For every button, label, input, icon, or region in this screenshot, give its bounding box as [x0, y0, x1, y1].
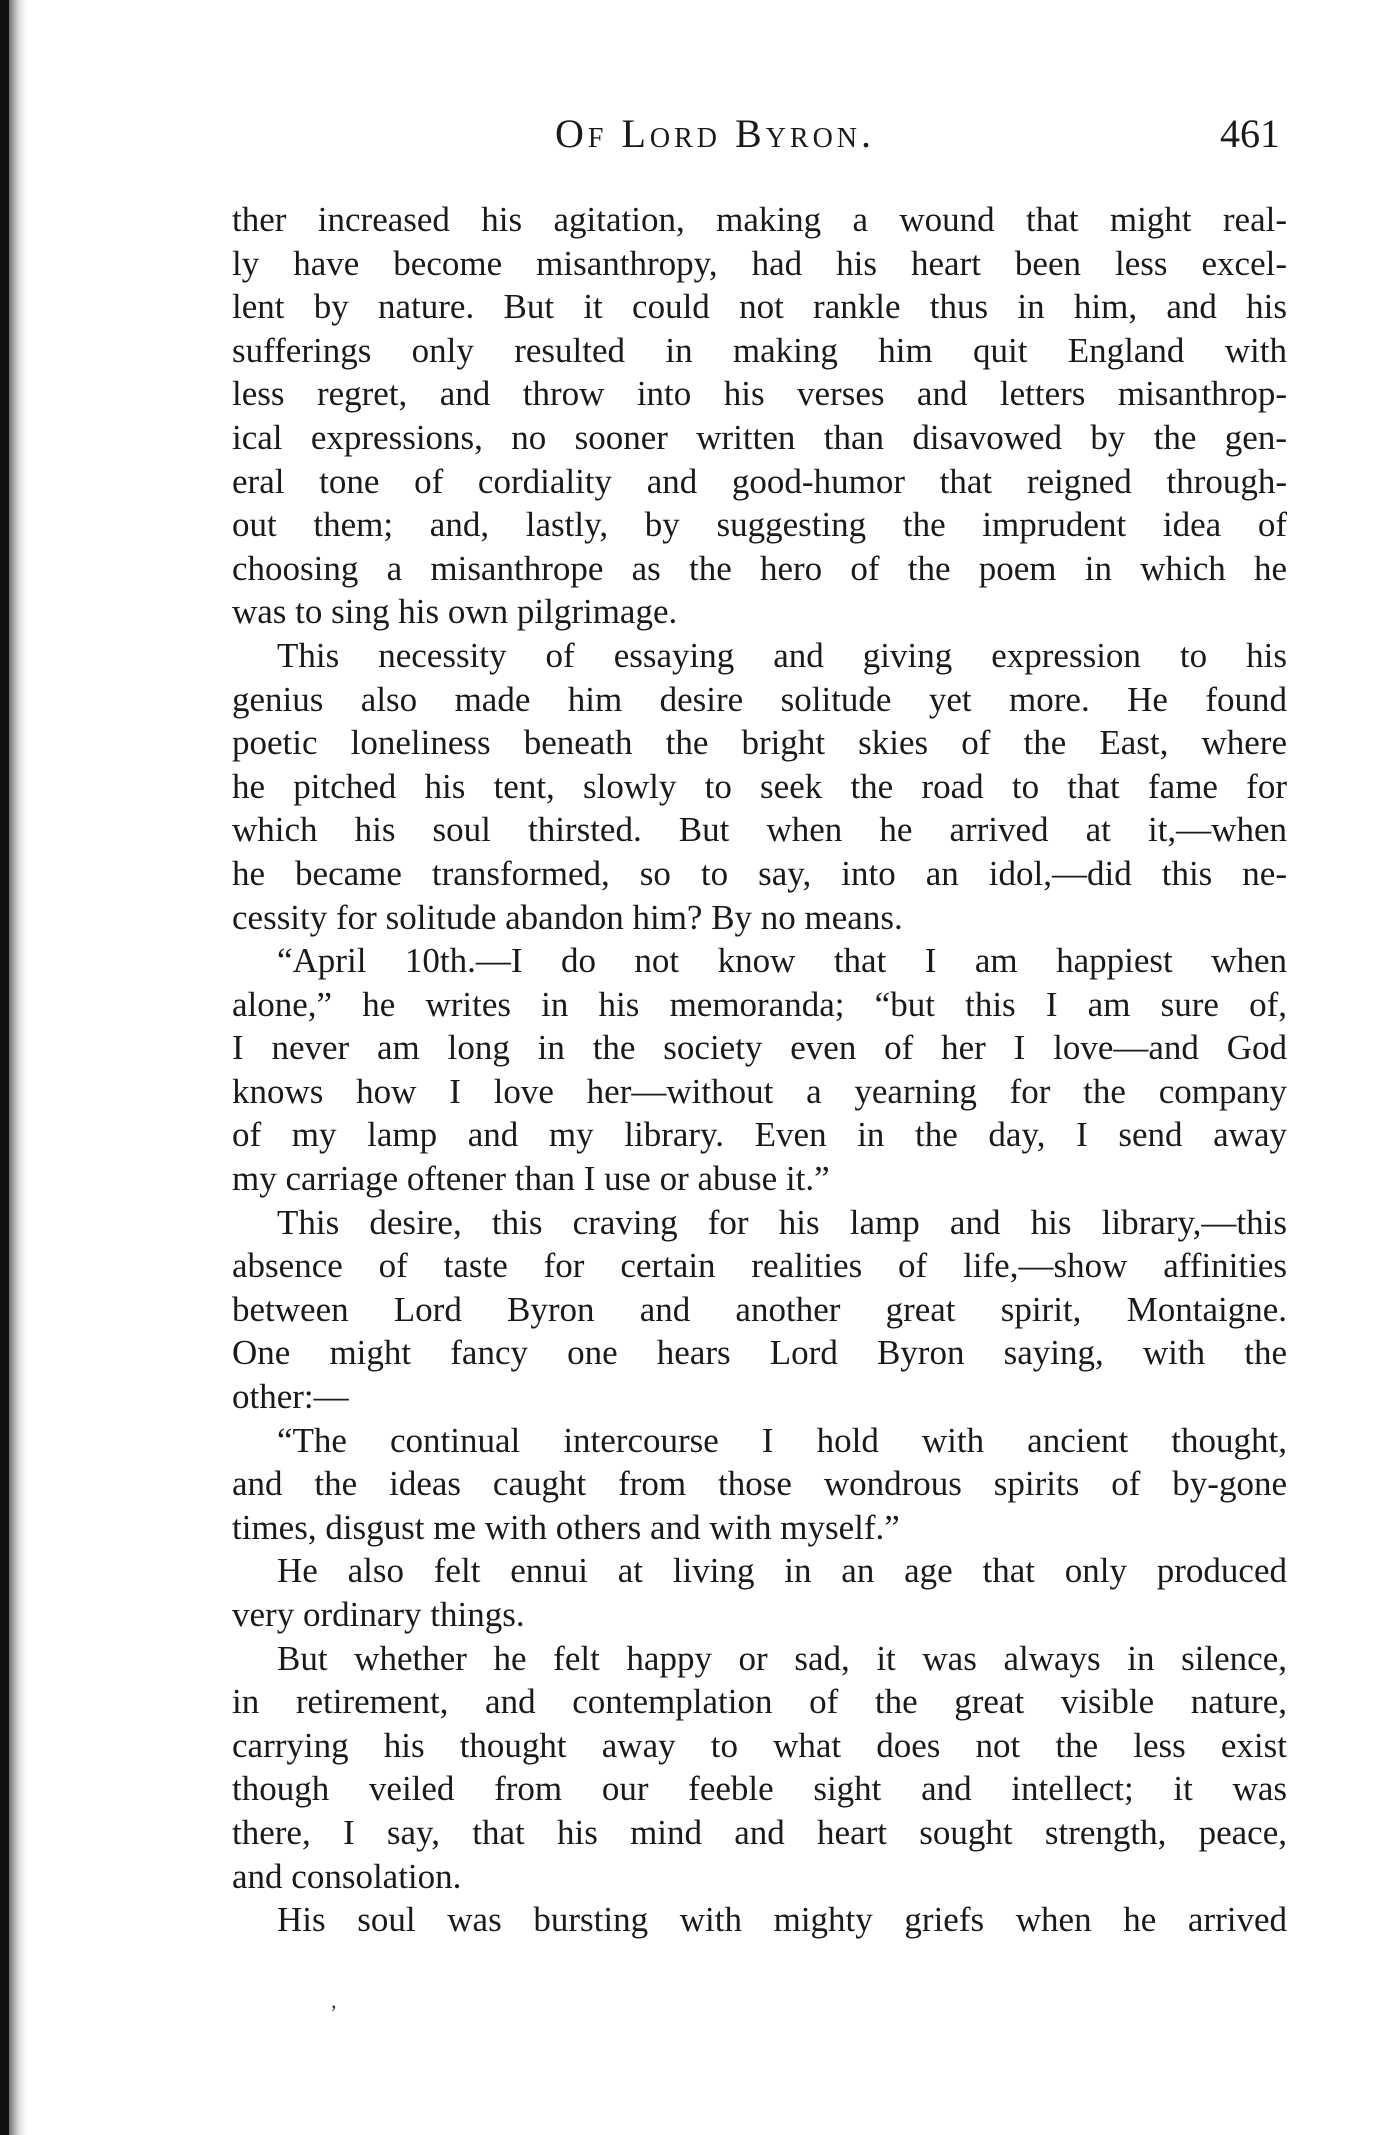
running-head: Of Lord Byron. — [555, 111, 876, 156]
text-line: he became transformed, so to say, into an idol,—did this ne- — [232, 853, 1287, 893]
text-line: in retirement, and contemplation of the great visible nature, — [232, 1682, 1287, 1722]
scan-speck: ‚ — [330, 1988, 338, 2013]
text-line: poetic loneliness beneath the bright skies of the East, where — [232, 723, 1287, 763]
text-line: ical expressions, no sooner written than disavowed by the gen- — [232, 417, 1287, 457]
text-line: eral tone of cordiality and good-humor that reigned through- — [232, 461, 1287, 501]
text-line: I never am long in the society even of her I love—and God — [232, 1028, 1287, 1068]
text-line: times, disgust me with others and with myself.” — [232, 1507, 900, 1547]
paragraph-first-line: “April 10th.—I do not know that I am happiest when — [277, 941, 1287, 981]
text-line: ly have become misanthropy, had his heart been less excel- — [232, 243, 1287, 283]
text-line: lent by nature. But it could not rankle thus in him, and his — [232, 287, 1287, 327]
paragraph-first-line: His soul was bursting with mighty griefs when he arrived — [277, 1900, 1287, 1940]
paragraph-first-line: This desire, this craving for his lamp and his library,—this — [277, 1202, 1287, 1242]
text-line: ther increased his agitation, making a wound that might real- — [232, 200, 1287, 239]
text-line: of my lamp and my library. Even in the day, I send away — [232, 1115, 1287, 1155]
text-line: One might fancy one hears Lord Byron saying, with the — [232, 1333, 1287, 1373]
text-line: cessity for solitude abandon him? By no means. — [232, 897, 903, 937]
text-line: though veiled from our feeble sight and intellect; it was — [232, 1769, 1287, 1809]
text-line: absence of taste for certain realities of life,—show affinities — [232, 1246, 1287, 1286]
text-line: which his soul thirsted. But when he arrived at it,—when — [232, 810, 1287, 850]
text-line: he pitched his tent, slowly to seek the road to that fame for — [232, 766, 1287, 806]
page-number: 461 — [1220, 111, 1280, 156]
text-line: between Lord Byron and another great spirit, Montaigne. — [232, 1289, 1287, 1329]
text-line: and consolation. — [232, 1856, 462, 1896]
text-line: knows how I love her—without a yearning for the company — [232, 1071, 1287, 1111]
binding-edge — [0, 0, 9, 2135]
text-line: there, I say, that his mind and heart sought strength, peace, — [232, 1812, 1287, 1852]
text-line: other:— — [232, 1377, 349, 1417]
text-line: choosing a misanthrope as the hero of the poem in which he — [232, 548, 1287, 588]
text-line: out them; and, lastly, by suggesting the imprudent idea of — [232, 505, 1287, 545]
paragraph-first-line: “The continual intercourse I hold with ancient thought, — [277, 1420, 1287, 1460]
text-line: and the ideas caught from those wondrous spirits of by-gone — [232, 1464, 1287, 1504]
body-text — [232, 198, 1287, 1942]
text-line: my carriage oftener than I use or abuse it.” — [232, 1159, 830, 1199]
text-line: was to sing his own pilgrimage. — [232, 592, 678, 632]
text-line: less regret, and throw into his verses and letters misanthrop- — [232, 374, 1287, 414]
text-line: very ordinary things. — [232, 1595, 525, 1634]
text-line: genius also made him desire solitude yet more. He found — [232, 679, 1287, 719]
paragraph-first-line: He also felt ennui at living in an age that only produced — [277, 1551, 1287, 1591]
paragraph-first-line: But whether he felt happy or sad, it was always in silence, — [277, 1638, 1287, 1678]
text-line: alone,” he writes in his memoranda; “but this I am sure of, — [232, 984, 1287, 1024]
paragraph-first-line: This necessity of essaying and giving expression to his — [277, 635, 1287, 675]
text-line: carrying his thought away to what does not the less exist — [232, 1725, 1287, 1765]
binding-shadow — [9, 0, 27, 2135]
text-line: sufferings only resulted in making him quit England with — [232, 330, 1287, 370]
